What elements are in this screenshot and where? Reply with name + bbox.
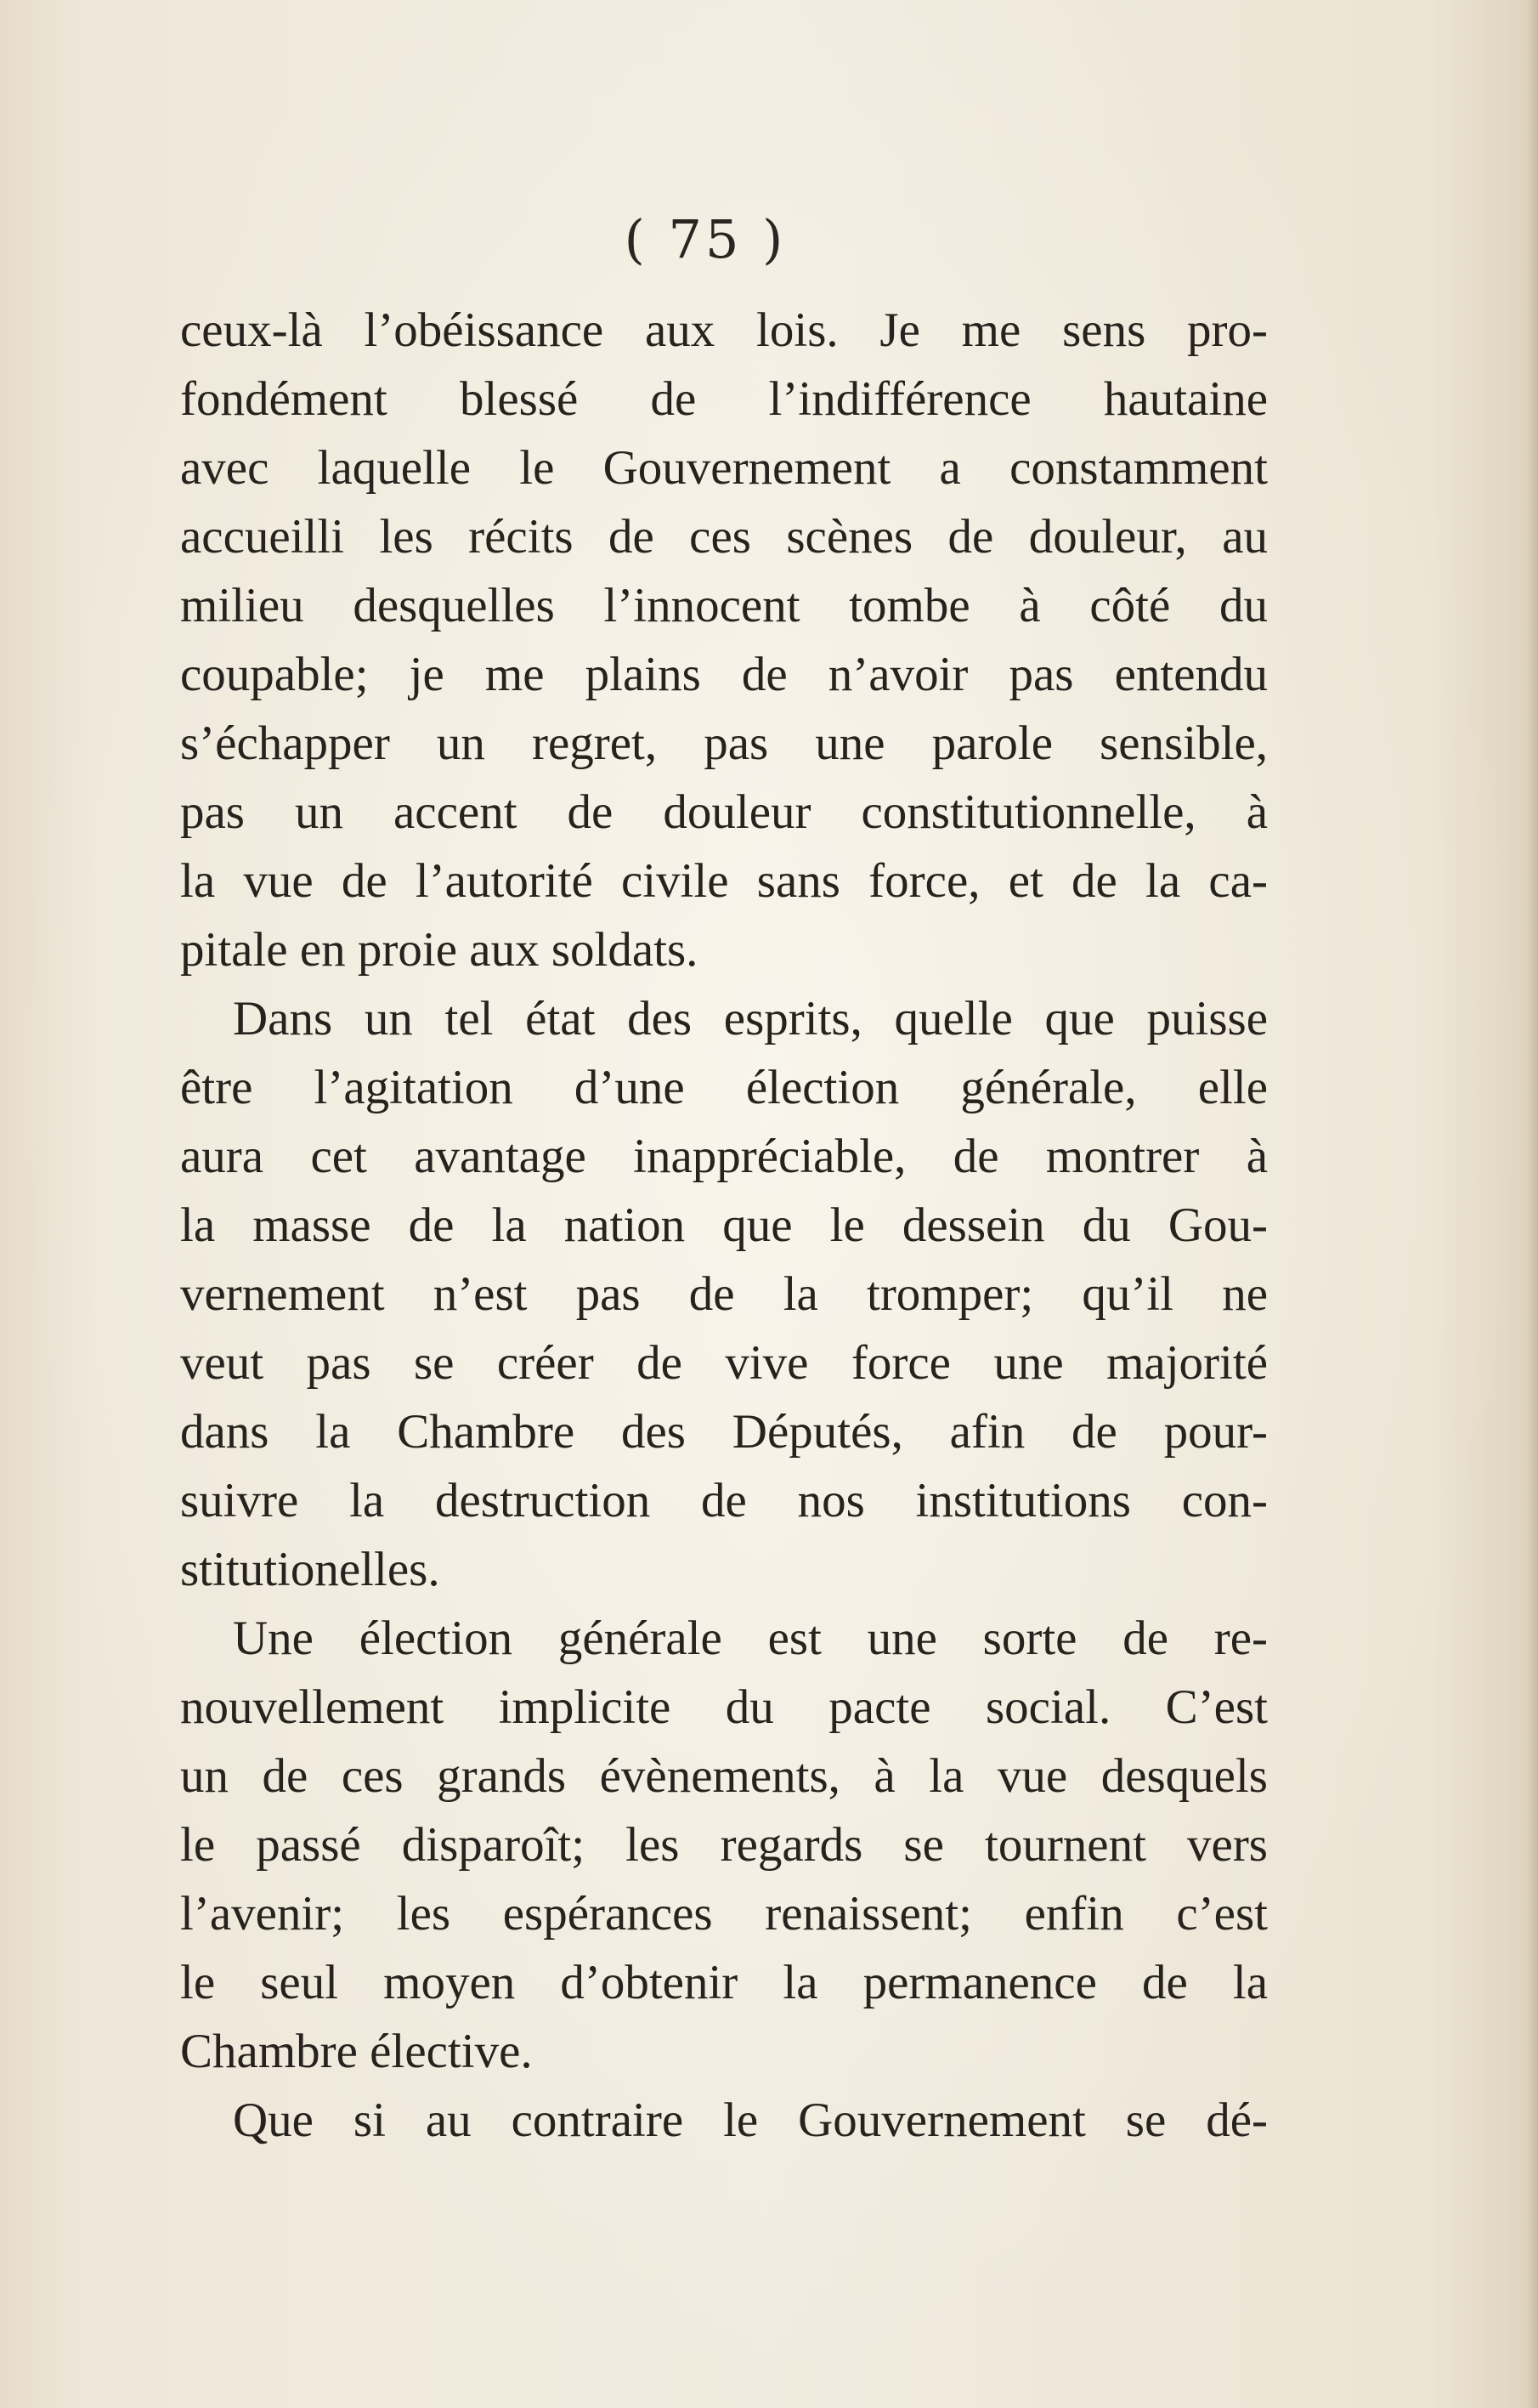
text-line: fondément blessé de l’indifférence hautaine — [180, 372, 1268, 426]
text-line: veut pas se créer de vive force une majorité — [180, 1336, 1268, 1390]
text-line: Chambre élective. — [180, 2025, 533, 2078]
text-line: suivre la destruction de nos institutions con- — [180, 1474, 1268, 1527]
text-line: le passé disparoît; les regards se tournent vers — [180, 1818, 1268, 1872]
text-line: coupable; je me plains de n’avoir pas entendu — [180, 648, 1268, 701]
text-line: pas un accent de douleur constitutionnelle, à — [180, 785, 1268, 839]
text-line: milieu desquelles l’innocent tombe à côté du — [180, 579, 1268, 632]
paragraph-start-line: Dans un tel état des esprits, quelle que puisse — [233, 992, 1268, 1045]
page-number: ( 75 ) — [624, 208, 787, 270]
paragraph-start-line: Que si au contraire le Gouvernement se dé- — [233, 2094, 1268, 2147]
text-line: être l’agitation d’une élection générale, elle — [180, 1061, 1268, 1114]
text-line: aura cet avantage inappréciable, de montrer à — [180, 1130, 1268, 1183]
text-line: s’échapper un regret, pas une parole sensible, — [180, 717, 1268, 770]
text-line: dans la Chambre des Députés, afin de pour- — [180, 1405, 1268, 1459]
text-line: la vue de l’autorité civile sans force, et de la ca- — [180, 854, 1268, 908]
text-line: la masse de la nation que le dessein du Gou- — [180, 1198, 1268, 1252]
text-line: stitutionelles. — [180, 1543, 440, 1596]
text-line: vernement n’est pas de la tromper; qu’il ne — [180, 1267, 1268, 1321]
text-line: le seul moyen d’obtenir la permanence de la — [180, 1956, 1268, 2009]
text-line: avec laquelle le Gouvernement a constamment — [180, 441, 1268, 495]
text-line: accueilli les récits de ces scènes de douleur, au — [180, 510, 1268, 564]
paragraph-start-line: Une élection générale est une sorte de re- — [233, 1612, 1268, 1665]
body-text — [180, 296, 1268, 2155]
text-line: un de ces grands évènements, à la vue desquels — [180, 1749, 1268, 1803]
text-line: l’avenir; les espérances renaissent; enfin c’est — [180, 1887, 1268, 1941]
text-line: nouvellement implicite du pacte social. C’est — [180, 1680, 1268, 1734]
text-line: pitale en proie aux soldats. — [180, 923, 698, 977]
page-edge-shadow — [1526, 0, 1538, 2408]
text-line: ceux-là l’obéissance aux lois. Je me sens pro- — [180, 303, 1268, 357]
